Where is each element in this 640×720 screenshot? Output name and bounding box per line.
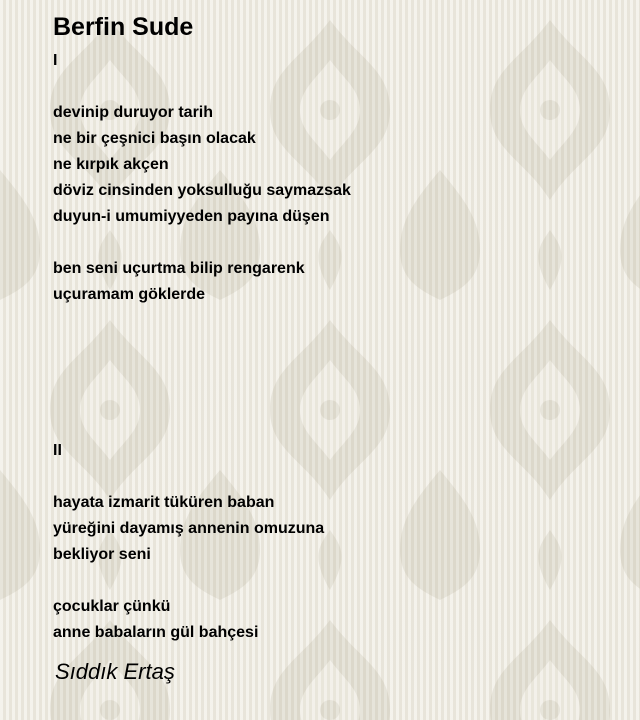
poem-line bbox=[53, 568, 613, 594]
poem-line: duyun-i umumiyyeden payına düşen bbox=[53, 208, 330, 225]
poem-line: çocuklar çünkü bbox=[53, 598, 171, 615]
poem-container bbox=[53, 10, 613, 646]
poem-line bbox=[53, 464, 613, 490]
poem-line bbox=[53, 412, 613, 438]
poem-line bbox=[53, 230, 613, 256]
poem-line: ne bir çeşnici başın olacak bbox=[53, 130, 256, 147]
poem-body bbox=[53, 48, 613, 646]
poem-title: Berfin Sude bbox=[53, 13, 194, 41]
poem-line: ben seni uçurtma bilip rengarenk bbox=[53, 260, 305, 277]
poem-line: bekliyor seni bbox=[53, 546, 151, 563]
poem-line bbox=[53, 74, 613, 100]
poem-line bbox=[53, 308, 613, 334]
poem-line: anne babaların gül bahçesi bbox=[53, 624, 259, 641]
poem-line: döviz cinsinden yoksulluğu saymazsak bbox=[53, 182, 351, 199]
poem-line: ne kırpık akçen bbox=[53, 156, 169, 173]
poem-author: Sıddık Ertaş bbox=[55, 659, 175, 684]
poem-line: uçuramam göklerde bbox=[53, 286, 206, 303]
poem-line: II bbox=[53, 442, 62, 459]
poem-line: I bbox=[53, 52, 58, 69]
poem-line: yüreğini dayamış annenin omuzuna bbox=[53, 520, 325, 537]
poem-line bbox=[53, 360, 613, 386]
poem-line bbox=[53, 334, 613, 360]
poem-line: devinip duruyor tarih bbox=[53, 104, 214, 121]
poem-line: hayata izmarit tüküren baban bbox=[53, 494, 275, 511]
poem-line bbox=[53, 386, 613, 412]
